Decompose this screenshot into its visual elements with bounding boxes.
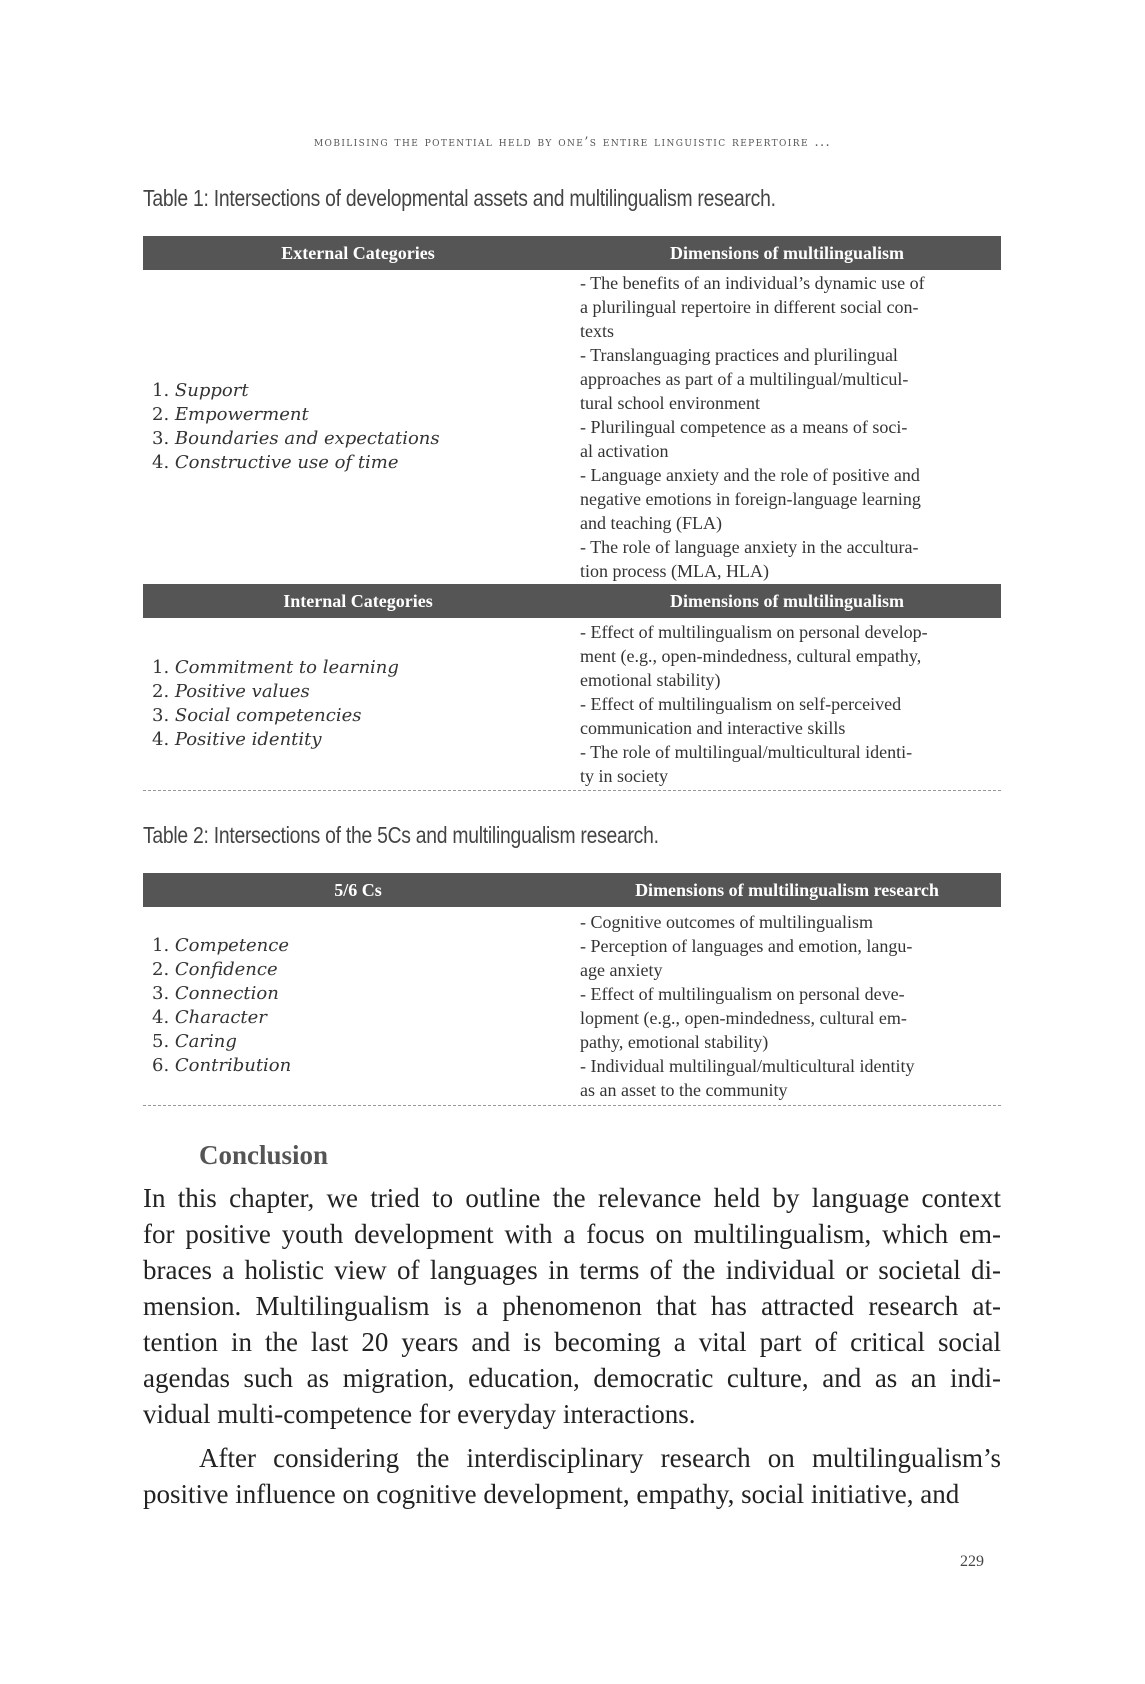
table1-internal-header-right: Dimensions of multilingualism <box>669 590 905 611</box>
table2-header-right: Dimensions of multilingualism research <box>635 879 939 900</box>
category-label: Commitment to learning <box>174 657 399 678</box>
category-item <box>152 958 573 982</box>
dimension-line: - Effect of multilingualism on personal develop- <box>580 622 928 642</box>
dimension-line: - Perception of languages and emotion, langu- <box>580 936 913 956</box>
category-item <box>152 934 573 958</box>
category-number: 2. <box>152 681 175 702</box>
category-item <box>152 680 573 704</box>
table1-external-row <box>143 270 1001 584</box>
category-item <box>152 656 573 680</box>
category-label: Social competencies <box>174 705 362 726</box>
conclusion-heading: Conclusion <box>199 1140 329 1170</box>
table1-caption: Table 1: Intersections of developmental assets and multilingualism research. <box>143 185 776 211</box>
dimension-line: pathy, emotional stability) <box>580 1032 769 1052</box>
category-number: 2. <box>152 404 175 425</box>
category-number: 5. <box>152 1031 175 1052</box>
table1-internal-header-left: Internal Categories <box>283 590 433 611</box>
dimension-line: and teaching (FLA) <box>580 513 722 533</box>
dimension-line: ty in society <box>580 766 668 786</box>
table2-dimensions <box>573 910 1001 1102</box>
dimension-line: tion process (MLA, HLA) <box>580 561 769 581</box>
category-label: Positive identity <box>174 729 322 750</box>
page-number: 229 <box>960 1553 984 1570</box>
table1-external-header-row <box>143 236 1001 270</box>
category-item <box>152 451 573 475</box>
table2-caption: Table 2: Intersections of the 5Cs and multilingualism research. <box>143 822 659 848</box>
table2-header-left: 5/6 Cs <box>334 879 382 900</box>
category-item <box>152 1006 573 1030</box>
table1-internal-dimensions <box>573 620 1001 788</box>
conclusion-paragraph-2 <box>143 1440 1001 1512</box>
dimension-line: age anxiety <box>580 960 663 980</box>
dimension-line: - Effect of multilingualism on personal deve- <box>580 984 905 1004</box>
category-number: 4. <box>152 1007 175 1028</box>
dimension-line: - Individual multilingual/multicultural identity <box>580 1056 915 1076</box>
category-label: Confidence <box>174 959 278 980</box>
dimension-line: - Translanguaging practices and plurilingual <box>580 345 898 365</box>
dimension-line: - The role of multilingual/multicultural identi- <box>580 742 913 762</box>
category-number: 1. <box>152 657 175 678</box>
paragraph-line: for positive youth development with a focus on multilingualism, which em- <box>143 1219 1001 1249</box>
table2-categories <box>152 934 573 1078</box>
category-number: 4. <box>152 452 175 473</box>
table1-internal-row <box>143 618 1001 791</box>
category-label: Boundaries and expectations <box>174 428 440 449</box>
paragraph-line: braces a holistic view of languages in terms of the individual or societal di- <box>143 1255 1001 1285</box>
category-item <box>152 403 573 427</box>
paragraph-line: agendas such as migration, education, democratic culture, and as an indi- <box>143 1363 1001 1393</box>
category-label: Empowerment <box>174 404 309 425</box>
paragraph-line: mension. Multilingualism is a phenomenon that has attracted research at- <box>143 1291 1001 1321</box>
dimension-line: - The role of language anxiety in the accultura- <box>580 537 919 557</box>
category-label: Caring <box>174 1031 237 1052</box>
dimension-line: - The benefits of an individual’s dynamic use of <box>580 273 925 293</box>
category-number: 3. <box>152 705 175 726</box>
dimension-line: lopment (e.g., open-mindedness, cultural em- <box>580 1008 907 1028</box>
dimension-line: ment (e.g., open-mindedness, cultural empathy, <box>580 646 922 666</box>
category-item <box>152 982 573 1006</box>
dimension-line: al activation <box>580 441 669 461</box>
table2-header-row <box>143 873 1001 907</box>
category-number: 1. <box>152 380 175 401</box>
table1-external-categories <box>152 379 573 475</box>
dimension-line: - Plurilingual competence as a means of soci- <box>580 417 908 437</box>
dimension-line: emotional stability) <box>580 670 721 690</box>
dimension-line: a plurilingual repertoire in different social con- <box>580 297 919 317</box>
category-item <box>152 1054 573 1078</box>
table1-external-dimensions <box>573 271 1001 583</box>
dimension-line: texts <box>580 321 614 341</box>
table1-internal-categories-cell <box>143 656 573 752</box>
dimension-line: negative emotions in foreign-language learning <box>580 489 921 509</box>
table1-external-header-right: Dimensions of multilingualism <box>669 242 905 263</box>
category-label: Character <box>174 1007 267 1028</box>
table1 <box>143 236 1001 791</box>
category-number: 3. <box>152 428 175 449</box>
paragraph-line: In this chapter, we tried to outline the relevance held by language context <box>143 1183 1001 1213</box>
dimension-line: approaches as part of a multilingual/multicul- <box>580 369 909 389</box>
table2-row <box>143 907 1001 1106</box>
table1-external-header-left: External Categories <box>281 242 435 263</box>
category-label: Support <box>174 380 249 401</box>
category-item <box>152 1030 573 1054</box>
table1-internal-categories <box>152 656 573 752</box>
table1-internal-header-row <box>143 584 1001 618</box>
paragraph-line: positive influence on cognitive development, empathy, social initiative, and <box>143 1479 960 1509</box>
conclusion-paragraph-1 <box>143 1180 1001 1432</box>
category-number: 1. <box>152 935 175 956</box>
category-item <box>152 379 573 403</box>
table2 <box>143 873 1001 1106</box>
category-item <box>152 427 573 451</box>
table2-categories-cell <box>143 934 573 1078</box>
category-label: Competence <box>174 935 289 956</box>
category-number: 6. <box>152 1055 175 1076</box>
category-number: 4. <box>152 729 175 750</box>
dimension-line: as an asset to the community <box>580 1080 788 1100</box>
category-number: 2. <box>152 959 175 980</box>
paragraph-line: After considering the interdisciplinary research on multilingualism’s <box>199 1443 1001 1473</box>
category-item <box>152 728 573 752</box>
category-item <box>152 704 573 728</box>
dimension-line: tural school environment <box>580 393 760 413</box>
category-label: Contribution <box>174 1055 292 1076</box>
dimension-line: - Language anxiety and the role of positive and <box>580 465 920 485</box>
dimension-line: communication and interactive skills <box>580 718 846 738</box>
category-number: 3. <box>152 983 175 1004</box>
paragraph-line: tention in the last 20 years and is becoming a vital part of critical social <box>143 1327 1001 1357</box>
running-header: mobilising the potential held by one’s entire linguistic repertoire ... <box>313 135 832 150</box>
table1-external-categories-cell <box>143 379 573 475</box>
dimension-line: - Effect of multilingualism on self-perceived <box>580 694 902 714</box>
dimension-line: - Cognitive outcomes of multilingualism <box>580 912 873 932</box>
category-label: Connection <box>174 983 279 1004</box>
category-label: Positive values <box>174 681 310 702</box>
category-label: Constructive use of time <box>174 452 399 473</box>
paragraph-line: vidual multi-competence for everyday interactions. <box>143 1399 696 1429</box>
